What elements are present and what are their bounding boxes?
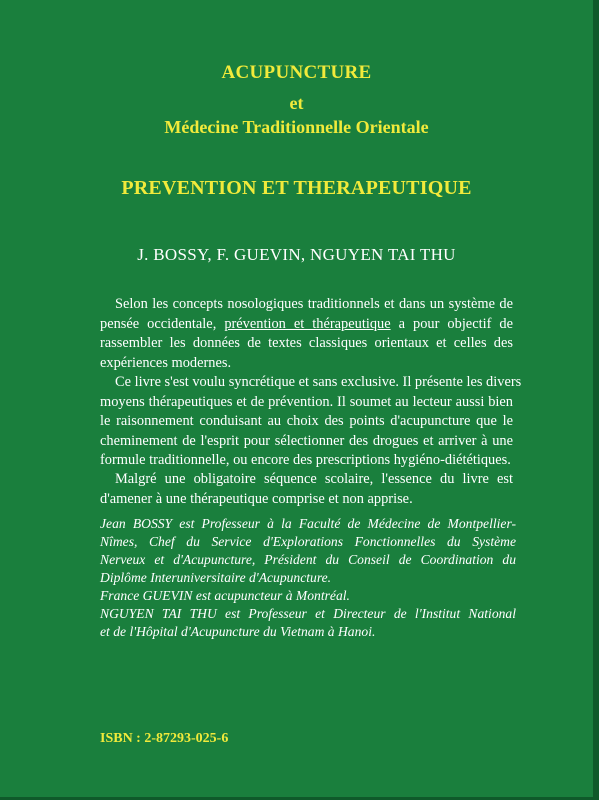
bio-line: Diplôme Interuniversitaire d'Acupuncture. — [100, 570, 332, 585]
paragraph-line: Selon les concepts nosologiques traditionnels et dans un système de — [115, 296, 513, 312]
description-paragraph-3 — [100, 470, 513, 509]
text-run: pensée occidentale, — [100, 315, 225, 332]
series-title-line-2: et — [289, 93, 304, 113]
series-title-line-3: Médecine Traditionnelle Orientale — [164, 117, 429, 137]
bio-line: France GUEVIN est acupuncteur à Montréal. — [100, 588, 350, 603]
underlined-title-reference: prévention et thérapeutique — [224, 315, 391, 332]
paragraph-line: cheminement de l'esprit pour sélectionner des drogues et arriver à une — [100, 432, 513, 449]
bio-line: NGUYEN TAI THU est Professeur et Directeur de l'Institut National — [100, 606, 516, 621]
bio-line: et de l'Hôpital d'Acupuncture du Vietnam à Hanoi. — [100, 624, 376, 639]
description-paragraph-1 — [100, 295, 513, 373]
text-run: a pour objectif de — [390, 315, 513, 332]
authors-line: J. BOSSY, F. GUEVIN, NGUYEN TAI THU — [137, 245, 456, 264]
paragraph-line: rassembler les données de textes classiques orientaux et celles des — [100, 335, 513, 351]
author-bios — [100, 515, 516, 641]
bio-line: Nîmes, Chef du Service d'Explorations Fonctionnelles du Système — [100, 534, 516, 549]
isbn-number: ISBN : 2-87293-025-6 — [100, 731, 229, 746]
paragraph-line: Ce livre s'est voulu syncrétique et sans exclusive. Il présente les divers — [115, 374, 522, 390]
paragraph-line: formule traditionnelle, ou encore des prescriptions hygiéno-diététiques. — [100, 452, 511, 468]
description-paragraph-2 — [100, 373, 522, 471]
paragraph-line — [100, 315, 513, 335]
paragraph-line: moyens thérapeutiques et de prévention. Il soumet au lecteur aussi bien — [100, 393, 513, 410]
paragraph-line: le raisonnement conduisant au choix des points d'acupuncture que le — [100, 413, 513, 429]
book-subtitle: PREVENTION ET THERAPEUTIQUE — [121, 177, 472, 199]
paragraph-line: Malgré une obligatoire séquence scolaire, l'essence du livre est — [115, 471, 513, 487]
bio-line: Jean BOSSY est Professeur à la Faculté de Médecine de Montpellier- — [100, 516, 516, 531]
bio-line: Nerveux et d'Acupuncture, Président du Conseil de Coordination du — [100, 552, 516, 567]
series-title-line-1: ACUPUNCTURE — [221, 62, 372, 83]
paragraph-line: expériences modernes. — [100, 354, 232, 371]
paragraph-line: d'amener à une thérapeutique comprise et non apprise. — [100, 490, 413, 507]
